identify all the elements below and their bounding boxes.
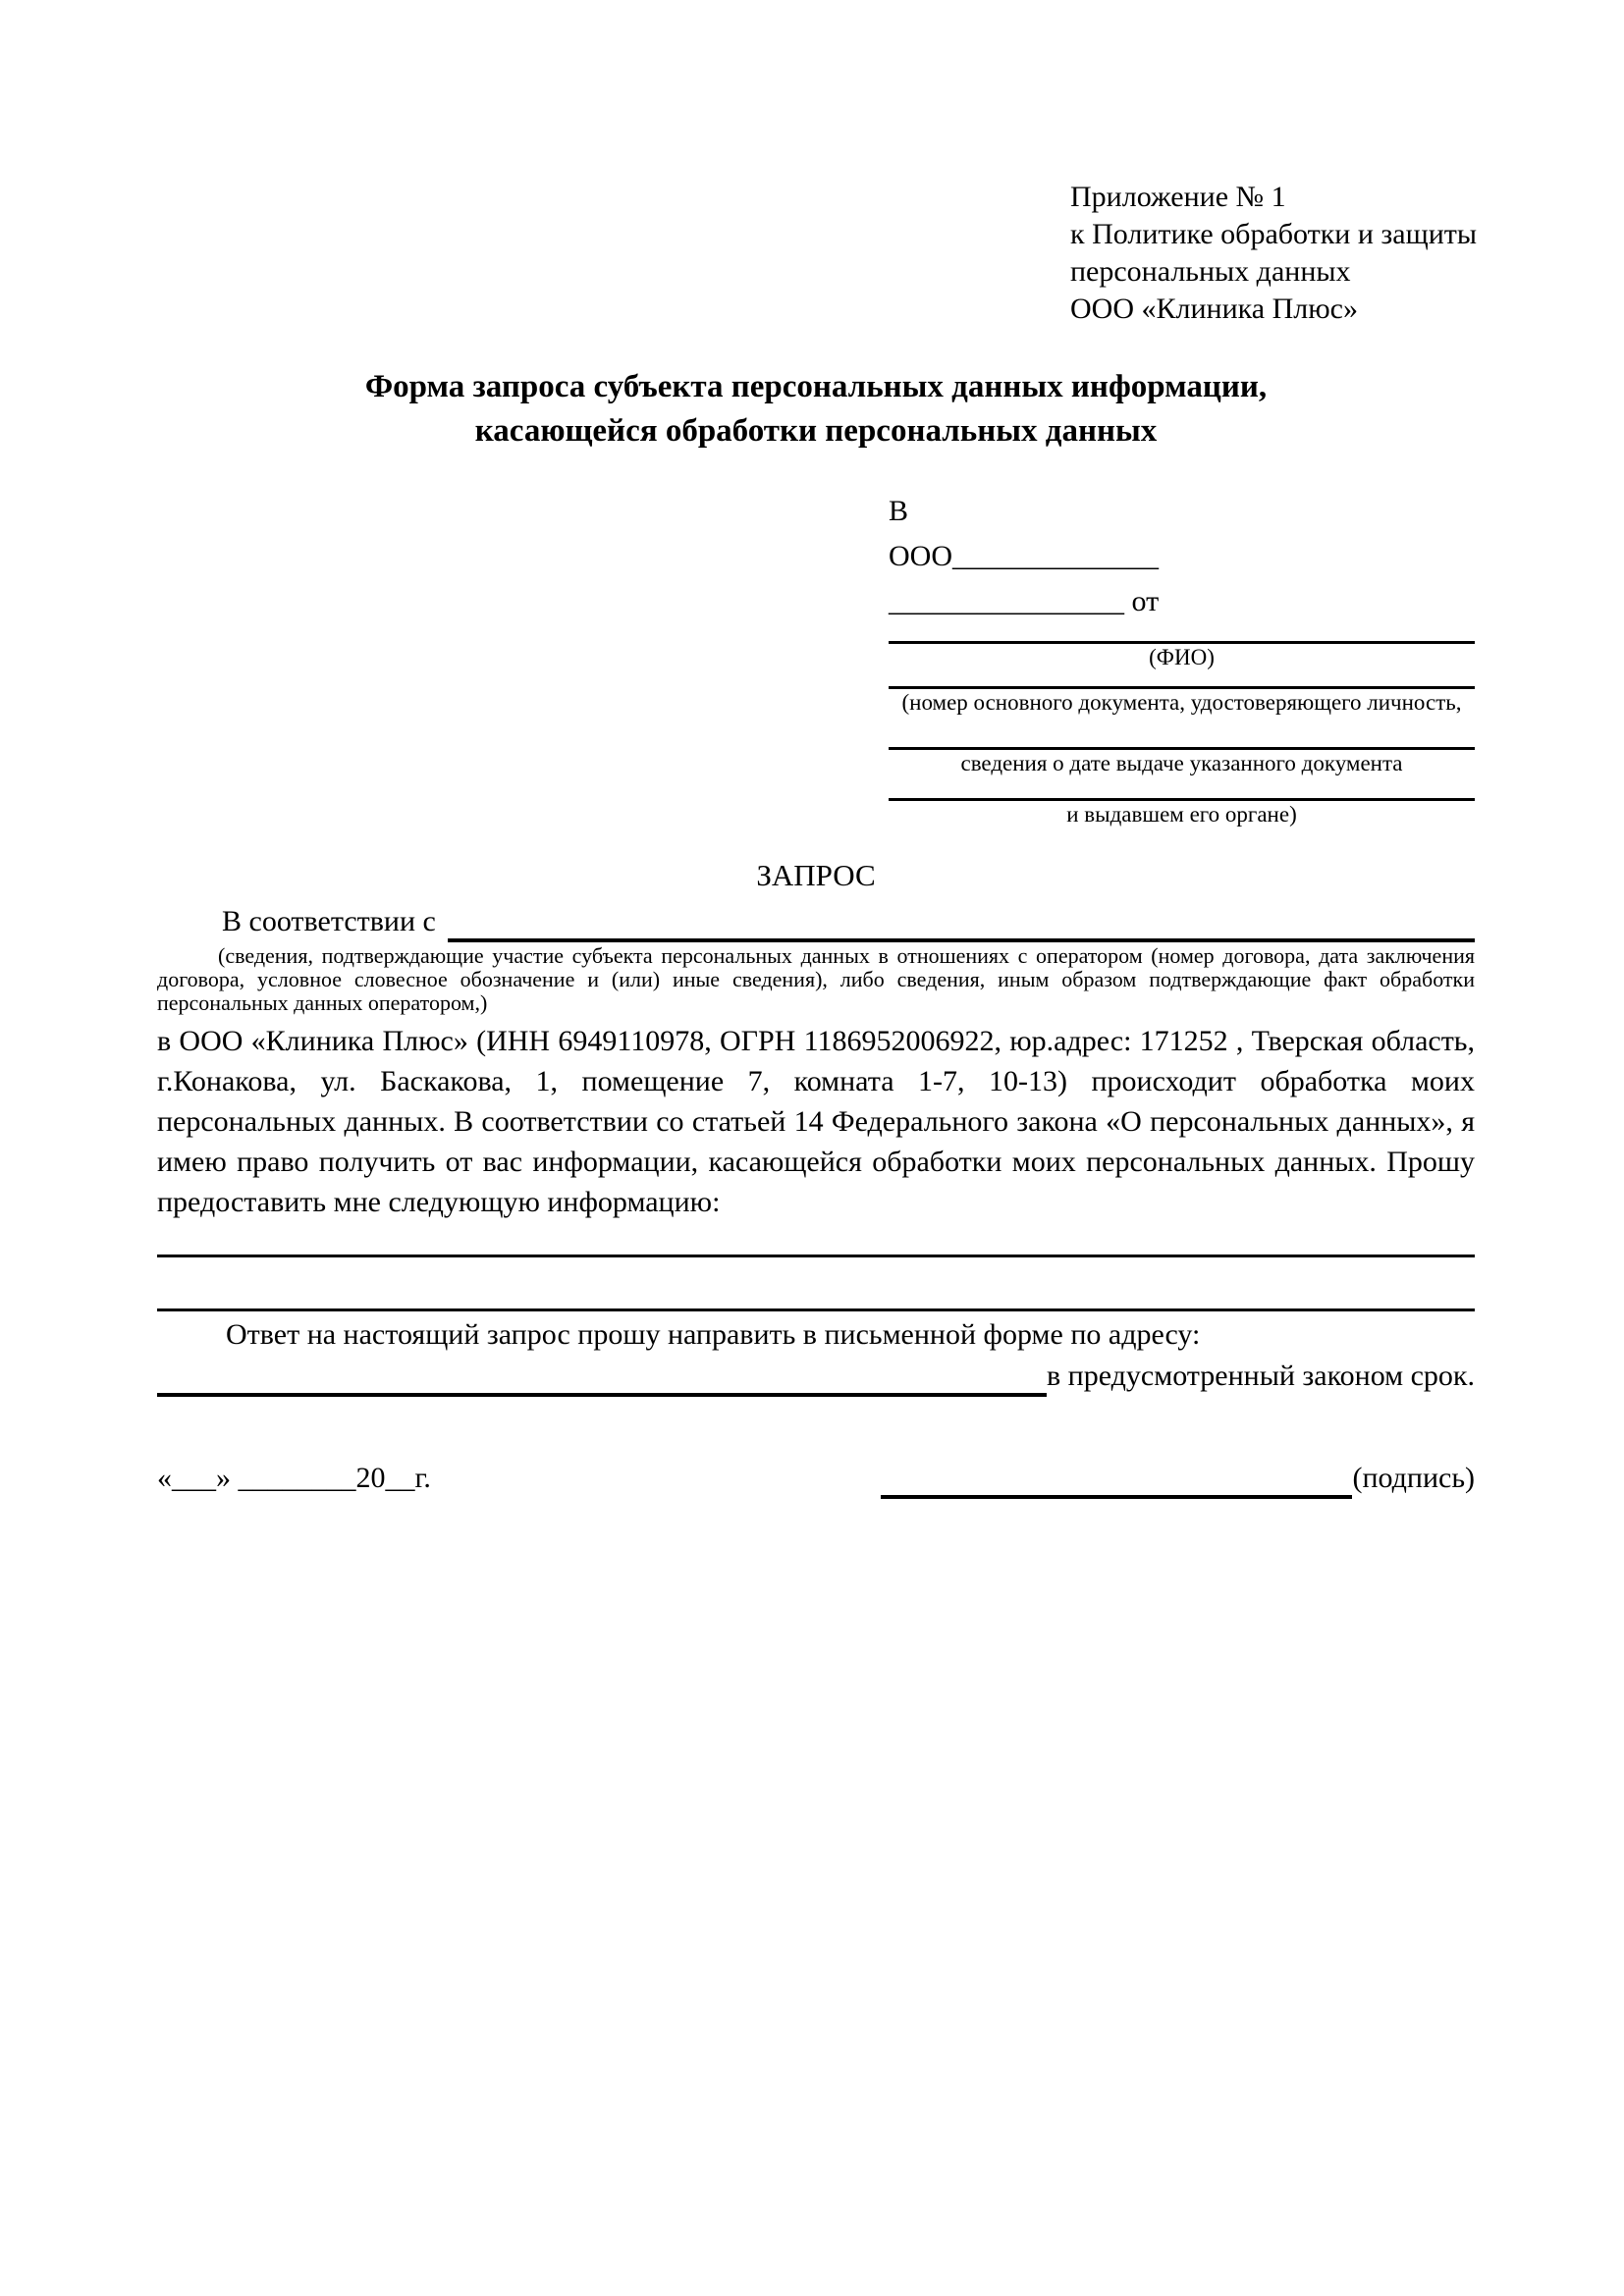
appendix-header-line: ООО «Клиника Плюс» bbox=[1070, 293, 1358, 325]
answer-address-blank-line bbox=[157, 1362, 1047, 1397]
accordance-blank-line bbox=[448, 907, 1475, 942]
document-number-blank-line bbox=[889, 671, 1475, 689]
answer-intro: Ответ на настоящий запрос прошу направить в письменной форме по адресу: bbox=[226, 1318, 1201, 1351]
fio-blank-line bbox=[889, 624, 1475, 644]
request-heading: ЗАПРОС bbox=[756, 858, 876, 892]
answer-address-row bbox=[157, 1356, 1475, 1397]
signature-group bbox=[881, 1458, 1475, 1499]
issuing-authority-caption: и выдавшем его органе) bbox=[1066, 802, 1297, 827]
fio-caption: (ФИО) bbox=[1149, 645, 1215, 669]
appendix-header-line: Приложение № 1 bbox=[1070, 181, 1286, 213]
addressee-org-blank: ООО______________ bbox=[889, 540, 1159, 572]
issuing-authority-blank-line bbox=[889, 777, 1475, 801]
document-title-line2: касающейся обработки персональных данных bbox=[474, 413, 1158, 449]
date-signature-row bbox=[157, 1458, 1475, 1499]
addressee-from-blank: ________________ от bbox=[889, 585, 1160, 617]
addressee-block bbox=[889, 489, 1475, 828]
issue-date-blank-line bbox=[889, 717, 1475, 750]
document-content bbox=[157, 0, 1478, 1499]
signature-caption: (подпись) bbox=[1352, 1462, 1475, 1494]
document-title-line1: Форма запроса субъекта персональных данных информации, bbox=[364, 369, 1268, 404]
answer-tail-text: в предусмотренный законом срок. bbox=[1047, 1360, 1475, 1392]
info-blank-line-1 bbox=[157, 1222, 1475, 1257]
signature-blank-line bbox=[881, 1464, 1352, 1499]
accordance-row bbox=[157, 901, 1475, 942]
document-title bbox=[157, 365, 1475, 454]
document-number-caption: (номер основного документа, удостоверяющего личность, bbox=[901, 690, 1462, 715]
info-blank-line-2 bbox=[157, 1257, 1475, 1311]
appendix-header-line: персональных данных bbox=[1070, 255, 1351, 288]
request-body: в ООО «Клиника Плюс» (ИНН 6949110978, ОГРН 1186952006922, юр.адрес: 171252 , Тверская область, г.Конакова, ул. Баскакова, 1, помещение 7, комната 1-7, 10-13) происходит обработка моих персональных данных. В соответствии со статьей 14 Федерального закона «О персональных данных», я имею право получить от вас информации, касающейся обработки моих персональных данных. Прошу предоставить мне следующую информацию: bbox=[157, 1025, 1475, 1218]
appendix-header-line: к Политике обработки и защиты bbox=[1070, 218, 1478, 250]
date-blank: «___» ________20__г. bbox=[157, 1462, 431, 1494]
clause-small-print: (сведения, подтверждающие участие субъекта персональных данных в отношениях с оператором (номер договора, дата заключения договора, условное словесное обозначение и (или) иные сведения), либо сведения, иным образом подтверждающие факт обработки персональных данных оператором,) bbox=[157, 943, 1475, 1015]
appendix-header bbox=[1070, 179, 1478, 328]
issue-date-caption: сведения о дате выдаче указанного документа bbox=[960, 751, 1403, 775]
addressee-to: В bbox=[889, 495, 909, 527]
accordance-text: В соответствии с bbox=[222, 905, 436, 937]
